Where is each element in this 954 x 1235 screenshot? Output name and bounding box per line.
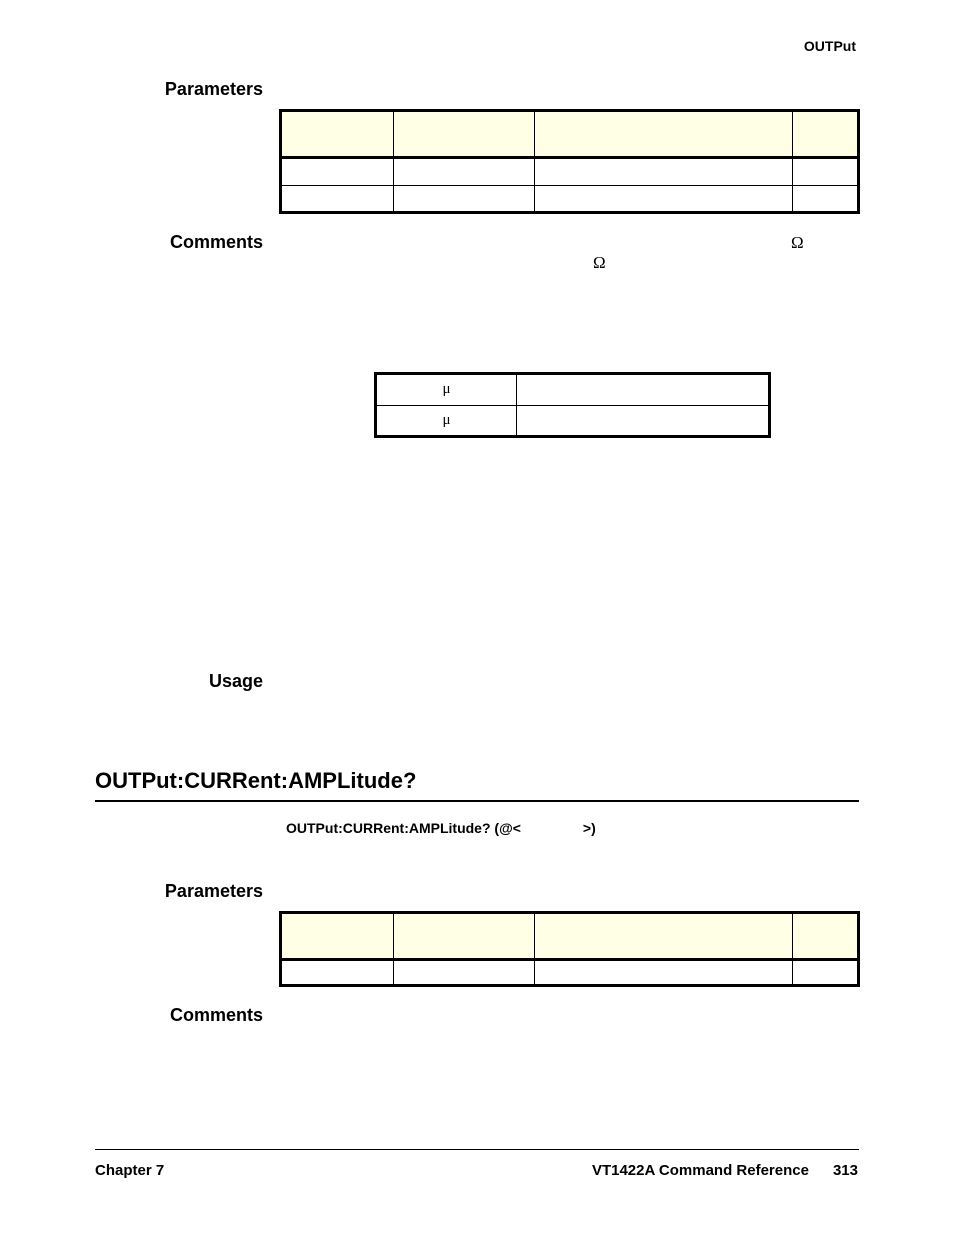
parameters-label: Parameters: [164, 79, 263, 99]
footer-title-page: [592, 1162, 858, 1179]
comments-label: Comments: [169, 1005, 263, 1025]
table-cell: [535, 158, 793, 186]
header-cell: [282, 112, 394, 158]
table-cell: [535, 186, 793, 212]
omega-symbol: Ω: [593, 253, 606, 272]
syntax-suffix: >): [582, 820, 596, 836]
current-table: [374, 372, 771, 438]
micro-symbol: μ: [377, 375, 517, 406]
comments-label: Comments: [169, 232, 263, 252]
parameters-table: [279, 911, 860, 987]
table-cell: [282, 960, 394, 985]
page-number: 313: [832, 1162, 858, 1179]
table-cell: [535, 960, 793, 985]
footer-manual-title: VT1422A Command Reference: [591, 1162, 809, 1179]
table-cell: [282, 186, 394, 212]
footer-chapter: Chapter 7: [95, 1162, 165, 1179]
header-cell: [394, 112, 535, 158]
table-row: [282, 960, 858, 985]
table-cell: [282, 158, 394, 186]
header-cell: [535, 112, 793, 158]
table-cell: [517, 375, 769, 406]
omega-symbol: Ω: [791, 233, 804, 252]
table-row: [377, 405, 769, 436]
running-head: OUTPut: [803, 38, 856, 54]
heading-rule: [95, 800, 859, 802]
table-cell: [394, 186, 535, 212]
table-row: [282, 186, 858, 212]
command-heading: OUTPut:CURRent:AMPLitude?: [95, 768, 417, 793]
usage-label: Usage: [208, 671, 263, 691]
parameters-table-header: [282, 112, 858, 158]
parameters-table: [279, 109, 860, 214]
table-cell: [793, 158, 858, 186]
parameters-table-header: [282, 914, 858, 960]
syntax-prefix: OUTPut:CURRent:AMPLitude? (@<: [286, 820, 521, 836]
table-cell: [517, 405, 769, 436]
table-cell: [394, 158, 535, 186]
table-row: [282, 158, 858, 186]
table-cell: [793, 186, 858, 212]
footer-rule: [95, 1149, 859, 1150]
header-cell: [282, 914, 394, 960]
parameters-label: Parameters: [164, 881, 263, 901]
header-cell: [535, 914, 793, 960]
micro-symbol: μ: [377, 405, 517, 436]
table-row: [377, 375, 769, 406]
header-cell: [793, 112, 858, 158]
table-cell: [394, 960, 535, 985]
command-syntax: [286, 820, 596, 836]
table-cell: [793, 960, 858, 985]
header-cell: [793, 914, 858, 960]
header-cell: [394, 914, 535, 960]
